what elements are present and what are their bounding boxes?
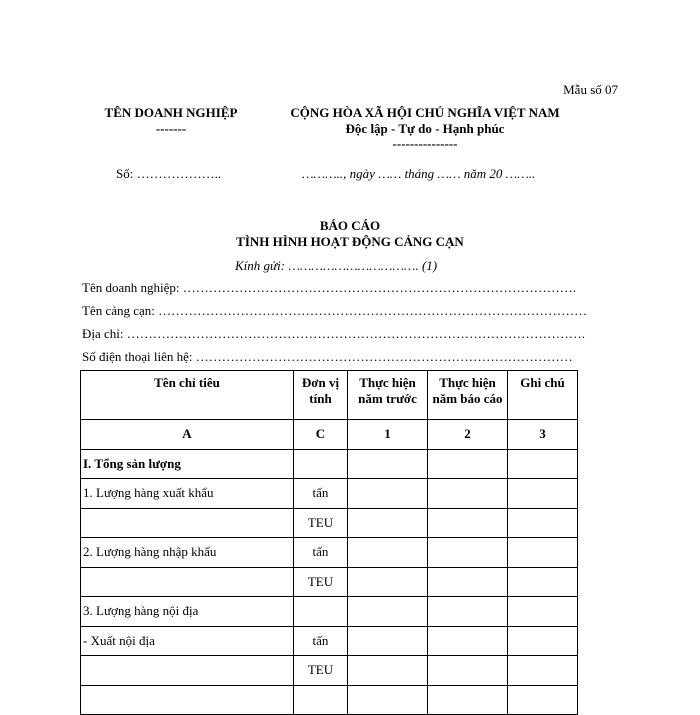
row-indicator — [81, 508, 294, 538]
row-report-cell[interactable] — [428, 508, 508, 538]
header-report-year: Thực hiện năm báo cáo — [428, 371, 508, 420]
row-previous-cell[interactable] — [348, 508, 428, 538]
table-row — [81, 538, 578, 568]
header-unit: Đơn vị tính — [294, 371, 348, 420]
field-company-name: Tên doanh nghiệp: ………………………………………………………………………………. — [82, 280, 576, 295]
row-indicator: 3. Lượng hàng nội địa — [81, 597, 294, 627]
nation-title: CỘNG HÒA XÃ HỘI CHỦ NGHĨA VIỆT NAM — [290, 105, 560, 120]
field-address: Địa chỉ: ……………………………………………………………………………………………. — [82, 326, 586, 341]
report-subtitle: TÌNH HÌNH HOẠT ĐỘNG CẢNG CẠN — [236, 234, 464, 249]
row-note-cell[interactable] — [508, 597, 578, 627]
row-report-cell[interactable] — [428, 656, 508, 686]
row-note-cell[interactable] — [508, 479, 578, 509]
row-report-cell[interactable] — [428, 567, 508, 597]
row-indicator — [81, 656, 294, 686]
row-unit: tấn — [294, 538, 348, 568]
row-previous-cell[interactable] — [348, 567, 428, 597]
row-report-cell[interactable] — [428, 449, 508, 479]
recipient-line: Kính gửi: ……………………………. (1) — [235, 258, 438, 273]
row-note-cell[interactable] — [508, 626, 578, 656]
row-previous-cell[interactable] — [348, 449, 428, 479]
document-date: ……….., ngày …… tháng …… năm 20 …….. — [302, 166, 536, 181]
header-previous-year: Thực hiện năm trước — [348, 371, 428, 420]
index-2: 2 — [428, 420, 508, 450]
nation-motto: Độc lập - Tự do - Hạnh phúc — [345, 121, 505, 136]
table-row — [81, 656, 578, 686]
form-number: Mẫu số 07 — [563, 82, 618, 97]
index-c: C — [294, 420, 348, 450]
field-port-name: Tên cảng cạn: ……………………………………………………………………………………… — [82, 303, 588, 318]
table-header-row — [81, 371, 578, 420]
row-indicator: 1. Lượng hàng xuất khẩu — [81, 479, 294, 509]
row-indicator — [81, 567, 294, 597]
field-phone: Số điện thoại liên hệ: …………………………………………………………………………… — [82, 349, 573, 364]
row-report-cell[interactable] — [428, 479, 508, 509]
row-report-cell[interactable] — [428, 626, 508, 656]
row-report-cell[interactable] — [428, 538, 508, 568]
row-report-cell[interactable] — [428, 597, 508, 627]
header-indicator: Tên chỉ tiêu — [81, 371, 294, 420]
table-row — [81, 626, 578, 656]
index-a: A — [81, 420, 294, 450]
row-unit: TEU — [294, 656, 348, 686]
row-indicator: 2. Lượng hàng nhập khẩu — [81, 538, 294, 568]
row-previous-cell[interactable] — [348, 479, 428, 509]
row-unit — [294, 449, 348, 479]
row-unit: TEU — [294, 508, 348, 538]
nation-separator: --------------- — [392, 136, 458, 151]
row-note-cell[interactable] — [508, 656, 578, 686]
row-unit: tấn — [294, 479, 348, 509]
table-row — [81, 449, 578, 479]
table-row — [81, 567, 578, 597]
report-table — [80, 370, 578, 715]
row-indicator: - Xuất nội địa — [81, 626, 294, 656]
company-name: TÊN DOANH NGHIỆP — [104, 105, 238, 120]
row-unit: TEU — [294, 567, 348, 597]
index-1: 1 — [348, 420, 428, 450]
table-row — [81, 508, 578, 538]
company-separator: ------- — [155, 121, 187, 136]
table-row — [81, 597, 578, 627]
row-previous-cell[interactable] — [348, 538, 428, 568]
row-note-cell[interactable] — [508, 449, 578, 479]
row-previous-cell[interactable] — [348, 626, 428, 656]
row-note-cell[interactable] — [508, 567, 578, 597]
header-note: Ghi chú — [508, 371, 578, 420]
index-3: 3 — [508, 420, 578, 450]
row-previous-cell[interactable] — [348, 597, 428, 627]
row-unit: tấn — [294, 626, 348, 656]
row-previous-cell[interactable] — [348, 656, 428, 686]
table-row — [81, 479, 578, 509]
document-number: Số: ……………….. — [116, 166, 222, 181]
row-note-cell[interactable] — [508, 538, 578, 568]
row-indicator: I. Tổng sản lượng — [81, 449, 294, 479]
table-index-row — [81, 420, 578, 450]
report-title: BÁO CÁO — [319, 218, 381, 233]
row-note-cell[interactable] — [508, 508, 578, 538]
row-unit — [294, 597, 348, 627]
